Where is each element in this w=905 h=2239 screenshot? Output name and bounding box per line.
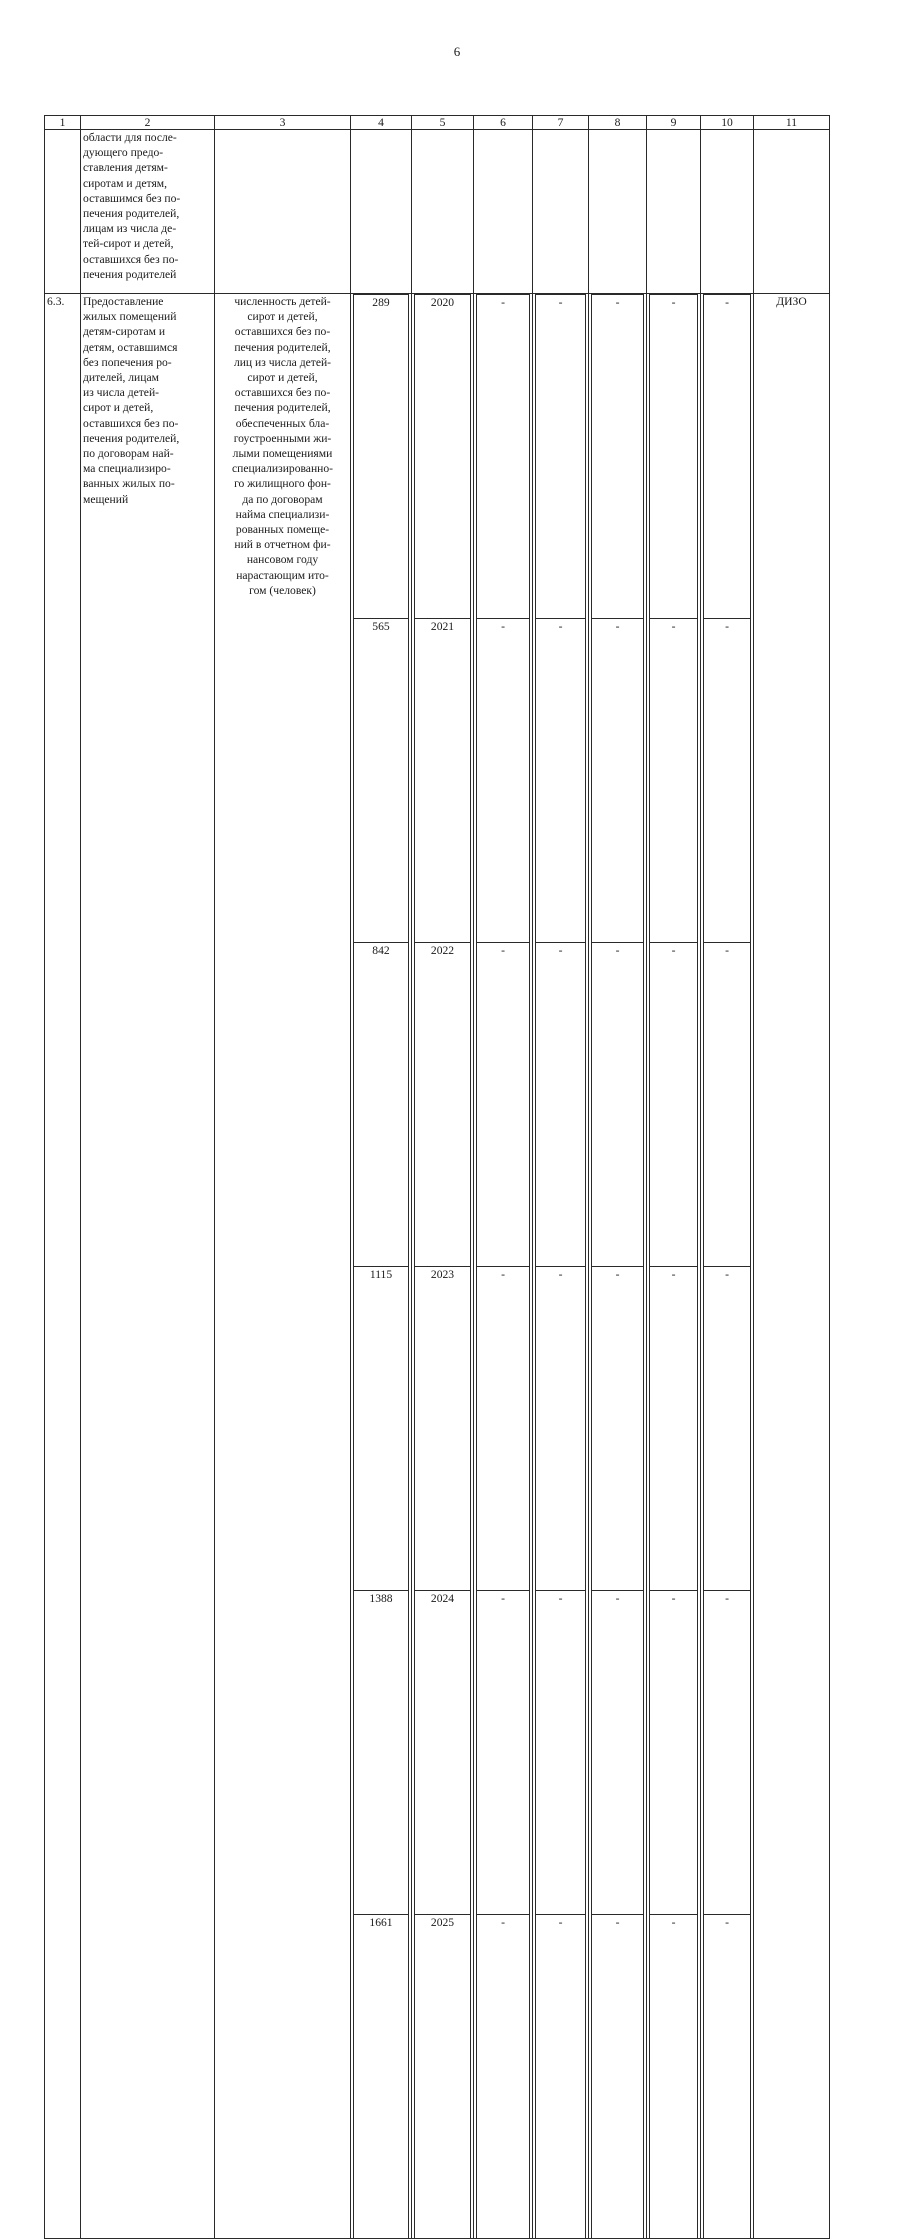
continuation-row	[45, 130, 830, 294]
dash-item: -	[592, 619, 644, 943]
col9-list	[649, 294, 698, 2238]
empty-cell	[474, 130, 533, 294]
dash-item: -	[477, 1915, 530, 2239]
dash-item: -	[536, 1915, 586, 2239]
dash-item: -	[477, 1267, 530, 1591]
dash-item: -	[650, 619, 698, 943]
years-cell	[412, 294, 474, 2239]
empty-cell	[351, 130, 412, 294]
dash-item: -	[704, 943, 751, 1267]
year-item: 2021	[415, 619, 471, 943]
header-cell: 4	[351, 116, 412, 130]
dash-item: -	[650, 295, 698, 619]
dash-item: -	[650, 1915, 698, 2239]
dash-item: -	[477, 943, 530, 1267]
dash-item: -	[592, 1267, 644, 1591]
col10-list	[703, 294, 751, 2238]
value-item: 289	[354, 295, 409, 619]
empty-cell	[215, 130, 351, 294]
header-cell: 11	[754, 116, 830, 130]
program-table	[44, 115, 830, 2239]
dash-item: -	[536, 1591, 586, 1915]
value-item: 842	[354, 943, 409, 1267]
dash-item: -	[704, 1915, 751, 2239]
dash-item: -	[536, 1267, 586, 1591]
header-cell: 6	[474, 116, 533, 130]
empty-cell	[533, 130, 589, 294]
year-item: 2025	[415, 1915, 471, 2239]
row-number-cell: 6.3.	[45, 294, 81, 2239]
header-cell: 7	[533, 116, 589, 130]
dash-item: -	[704, 1267, 751, 1591]
col7-cell	[533, 294, 589, 2239]
value-item: 1661	[354, 1915, 409, 2239]
empty-cell	[647, 130, 701, 294]
year-item: 2023	[415, 1267, 471, 1591]
dash-item: -	[536, 943, 586, 1267]
header-cell: 3	[215, 116, 351, 130]
col6-cell	[474, 294, 533, 2239]
dash-item: -	[704, 295, 751, 619]
empty-cell	[412, 130, 474, 294]
header-cell: 1	[45, 116, 81, 130]
header-cell: 5	[412, 116, 474, 130]
dash-item: -	[477, 619, 530, 943]
dash-item: -	[592, 1915, 644, 2239]
years-list	[414, 294, 471, 2238]
col8-cell	[589, 294, 647, 2239]
dash-item: -	[704, 1591, 751, 1915]
header-cell: 2	[81, 116, 215, 130]
dash-item: -	[592, 943, 644, 1267]
row-number-cell	[45, 130, 81, 294]
header-row	[45, 116, 830, 130]
description-cell: области для после- дующего предо- ставления детям- сиротам и детям, оставшимся без по- печения родителей, лицам из числа де- тей-сирот и детей, оставшихся без по- печения родителей	[81, 130, 215, 294]
value-item: 1115	[354, 1267, 409, 1591]
executor-cell: ДИЗО	[754, 294, 830, 2239]
col6-list	[476, 294, 530, 2238]
empty-cell	[754, 130, 830, 294]
col8-list	[591, 294, 644, 2238]
indicator-cell: численность детей- сирот и детей, оставшихся без по- печения родителей, лиц из числа детей- сирот и детей, оставшихся без по- печения родителей, обеспеченных бла- гоустроенными жи- лыми помещениями специализированно- го жилищного фон- да по договорам найма специализи- рованных помеще- ний в отчетном фи- нансовом году нарастающим ито- гом (человек)	[215, 294, 351, 2239]
header-cell: 9	[647, 116, 701, 130]
value-item: 1388	[354, 1591, 409, 1915]
year-item: 2020	[415, 295, 471, 619]
dash-item: -	[536, 619, 586, 943]
dash-item: -	[650, 1591, 698, 1915]
header-cell: 8	[589, 116, 647, 130]
dash-item: -	[704, 619, 751, 943]
dash-item: -	[477, 295, 530, 619]
year-item: 2022	[415, 943, 471, 1267]
col9-cell	[647, 294, 701, 2239]
header-cell: 10	[701, 116, 754, 130]
dash-item: -	[592, 1591, 644, 1915]
description-cell: Предоставление жилых помещений детям-сиротам и детям, оставшимся без попечения ро- дителей, лицам из числа детей- сирот и детей, оставшихся без по- печения родителей, по договорам най- ма специализиро- ванных жилых по- мещений	[81, 294, 215, 2239]
year-item: 2024	[415, 1591, 471, 1915]
dash-item: -	[477, 1591, 530, 1915]
values-cell	[351, 294, 412, 2239]
values-list	[353, 294, 409, 2238]
col10-cell	[701, 294, 754, 2239]
row-6-3	[45, 294, 830, 2239]
empty-cell	[701, 130, 754, 294]
page-number: 6	[453, 44, 461, 59]
col7-list	[535, 294, 586, 2238]
empty-cell	[589, 130, 647, 294]
dash-item: -	[592, 295, 644, 619]
value-item: 565	[354, 619, 409, 943]
dash-item: -	[650, 1267, 698, 1591]
dash-item: -	[650, 943, 698, 1267]
dash-item: -	[536, 295, 586, 619]
